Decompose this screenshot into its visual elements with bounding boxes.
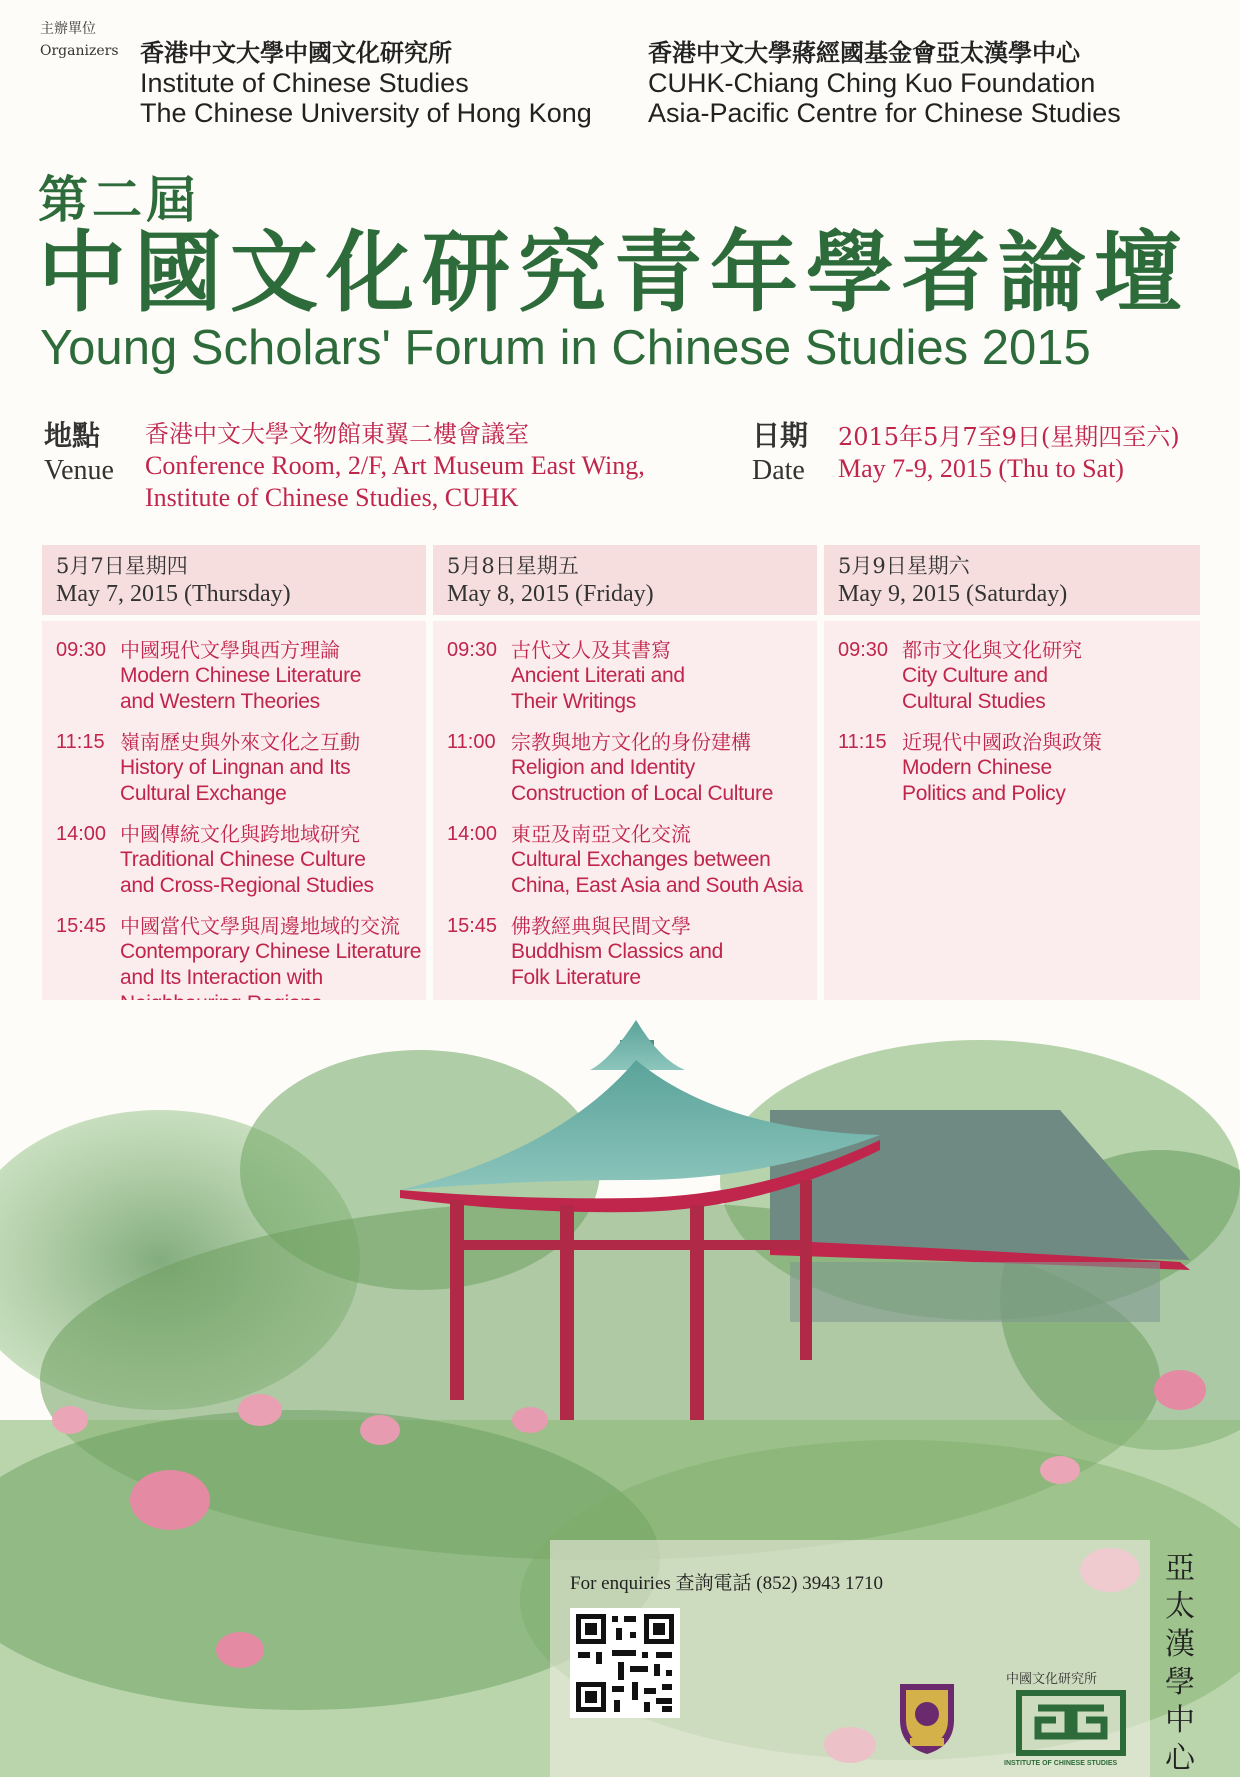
day-sessions (433, 621, 817, 1027)
day-date-zh: 5月9日星期六 (838, 554, 970, 578)
date-en: May 7-9, 2015 (Thu to Sat) (838, 454, 1124, 483)
session-title-en: China, East Asia and South Asia (511, 874, 803, 897)
day-sessions (42, 621, 426, 1027)
organizer-cckf-en1: CUHK-Chiang Ching Kuo Foundation (648, 68, 1096, 98)
session-title-en: Construction of Local Culture (511, 782, 774, 805)
session-item (42, 729, 426, 807)
day-sessions (824, 621, 1200, 1027)
session-item (824, 729, 1200, 807)
day-column-3 (824, 545, 1200, 1027)
organizer-ics-en1: Institute of Chinese Studies (140, 68, 469, 98)
session-time: 15:45 (447, 915, 498, 937)
cuhk-crest-icon (896, 1680, 958, 1756)
session-time: 15:45 (56, 915, 107, 937)
session-title-zh: 都市文化與文化研究 (902, 638, 1082, 662)
day-header (42, 545, 426, 615)
date-info (838, 421, 1180, 485)
session-title-zh: 中國傳統文化與跨地域研究 (120, 822, 360, 846)
session-time: 09:30 (838, 639, 889, 661)
session-time: 09:30 (56, 639, 107, 661)
vertical-calligraphy: 亞太漢學中心 (1165, 1551, 1195, 1776)
organizers-label (40, 18, 119, 62)
forum-title-zh: 中國文化研究青年學者論壇 (38, 220, 1191, 324)
venue-info (145, 418, 645, 514)
session-title-en: Modern Chinese (902, 756, 1052, 779)
venue-label-zh: 地點 (44, 419, 101, 452)
day-header (824, 545, 1200, 615)
day-date-zh: 5月7日星期四 (56, 554, 188, 578)
session-title-en: Traditional Chinese Culture (120, 848, 366, 871)
ics-logo-icon (1016, 1690, 1126, 1756)
date-label (752, 418, 808, 488)
venue-zh: 香港中文大學文物館東翼二樓會議室 (145, 420, 529, 448)
session-title-zh: 近現代中國政治與政策 (902, 730, 1102, 754)
session-item (433, 637, 817, 715)
session-title-en: Modern Chinese Literature (120, 664, 362, 687)
edition-title: 第二屆 (38, 170, 200, 229)
day-date-zh: 5月8日星期五 (447, 554, 579, 578)
session-title-en: Cultural Exchange (120, 782, 287, 805)
session-time: 11:15 (56, 731, 105, 753)
venue-label (44, 418, 114, 488)
session-title-en: Politics and Policy (902, 782, 1066, 805)
ics-logo-text-en: INSTITUTE OF CHINESE STUDIES (1004, 1760, 1118, 1767)
session-title-zh: 中國當代文學與周邊地域的交流 (120, 914, 400, 938)
day-column-1 (42, 545, 426, 1027)
date-label-en: Date (752, 455, 805, 486)
forum-title-en: Young Scholars' Forum in Chinese Studies 2015 (40, 321, 1091, 375)
session-title-en: Religion and Identity (511, 756, 695, 779)
organizer-cckf-en2: Asia-Pacific Centre for Chinese Studies (648, 98, 1121, 128)
day-date-en: May 9, 2015 (Saturday) (838, 581, 1068, 607)
venue-label-en: Venue (44, 455, 114, 486)
session-item (433, 913, 817, 991)
session-title-zh: 佛教經典與民間文學 (511, 914, 691, 938)
session-title-en: and Western Theories (120, 690, 320, 713)
session-title-zh: 嶺南歷史與外來文化之互動 (120, 730, 360, 754)
organizers-label-en: Organizers (40, 43, 119, 59)
enquiries-text: For enquiries 查詢電話 (852) 3943 1710 (570, 1573, 883, 1594)
organizer-cckf-zh: 香港中文大學蔣經國基金會亞太漢學中心 (648, 38, 1080, 67)
day-header (433, 545, 817, 615)
organizer-ics-zh: 香港中文大學中國文化研究所 (140, 38, 452, 67)
organizer-ics (140, 38, 592, 128)
session-title-en: and Cross-Regional Studies (120, 874, 374, 897)
session-title-en: Their Writings (511, 690, 636, 713)
session-item (433, 821, 817, 899)
session-title-en: History of Lingnan and Its (120, 756, 351, 779)
session-item (824, 637, 1200, 715)
session-item (42, 821, 426, 899)
session-time: 14:00 (56, 823, 107, 845)
date-zh: 2015年5月7至9日(星期四至六) (838, 423, 1180, 451)
qr-code-icon[interactable] (570, 1608, 680, 1718)
session-title-zh: 中國現代文學與西方理論 (120, 638, 340, 662)
date-label-zh: 日期 (752, 419, 809, 452)
day-date-en: May 7, 2015 (Thursday) (56, 581, 291, 607)
session-time: 11:15 (838, 731, 887, 753)
ics-logo-text-zh: 中國文化研究所 (1006, 1672, 1098, 1687)
venue-en-line1: Conference Room, 2/F, Art Museum East Wing, (145, 451, 645, 480)
session-title-en: Contemporary Chinese Literature (120, 940, 422, 963)
session-title-en: and Its Interaction with (120, 966, 323, 989)
session-title-en: Cultural Exchanges between (511, 848, 771, 871)
day-date-en: May 8, 2015 (Friday) (447, 581, 654, 607)
session-item (42, 637, 426, 715)
session-title-en: Cultural Studies (902, 690, 1046, 713)
day-column-2 (433, 545, 817, 1027)
session-title-en: City Culture and (902, 664, 1048, 687)
session-title-en: Folk Literature (511, 966, 641, 989)
session-title-en: Buddhism Classics and (511, 940, 723, 963)
session-title-zh: 宗教與地方文化的身份建構 (511, 730, 751, 754)
session-title-en: Ancient Literati and (511, 664, 685, 687)
organizer-ics-en2: The Chinese University of Hong Kong (140, 98, 592, 128)
organizer-cckf (648, 38, 1121, 128)
venue-en-line2: Institute of Chinese Studies, CUHK (145, 483, 519, 512)
session-time: 14:00 (447, 823, 498, 845)
session-title-zh: 古代文人及其書寫 (511, 638, 671, 662)
organizers-label-zh: 主辦單位 (40, 21, 96, 37)
session-title-zh: 東亞及南亞文化交流 (511, 822, 691, 846)
session-item (433, 729, 817, 807)
session-time: 09:30 (447, 639, 498, 661)
session-time: 11:00 (447, 731, 496, 753)
